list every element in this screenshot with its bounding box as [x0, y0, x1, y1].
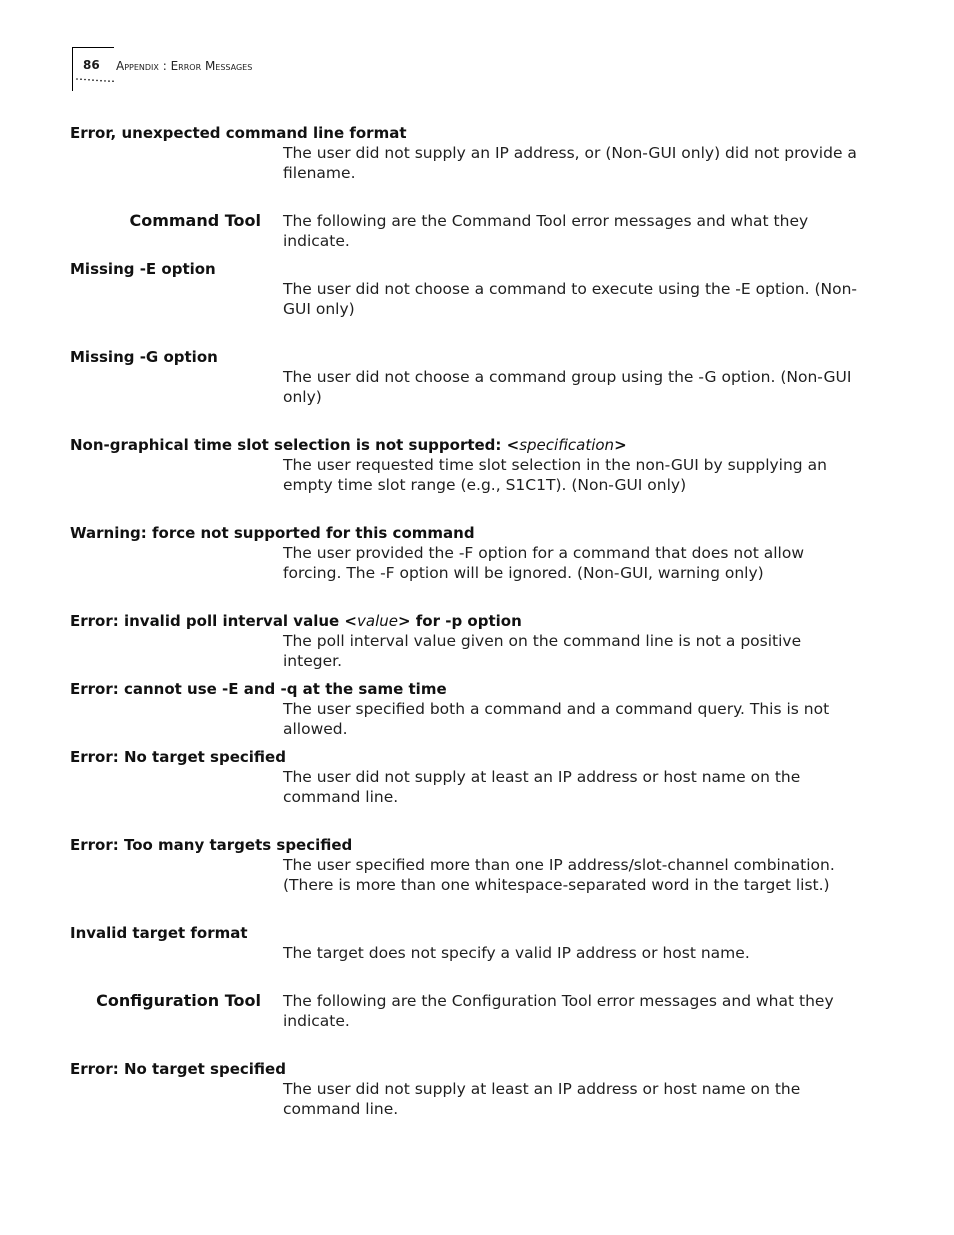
- error-description: The user specified both a command and a command query. This is not allowed.: [283, 700, 830, 738]
- error-description: The user specified more than one IP address/slot-channel combination. (There is more than one whitespace-separated word in the target list.): [283, 856, 835, 894]
- error-description: The target does not specify a valid IP address or host name.: [283, 944, 750, 962]
- error-description: The user did not supply an IP address, or (Non-GUI only) did not provide a filename.: [283, 144, 857, 182]
- error-title: Error, unexpected command line format: [70, 124, 407, 142]
- section-heading: Command Tool: [129, 211, 261, 230]
- error-description: The user did not choose a command group using the -G option. (Non-GUI only): [283, 368, 852, 406]
- error-title: Warning: force not supported for this command: [70, 524, 475, 542]
- error-description: The user did not choose a command to execute using the -E option. (Non-GUI only): [283, 280, 858, 318]
- error-description: The user did not supply at least an IP address or host name on the command line.: [283, 1080, 801, 1118]
- error-description: The poll interval value given on the command line is not a positive integer.: [283, 632, 802, 670]
- section-heading: Configuration Tool: [96, 991, 261, 1010]
- error-title-prefix: Error: invalid poll interval value <: [70, 612, 357, 630]
- error-description: The user did not supply at least an IP address or host name on the command line.: [283, 768, 801, 806]
- error-title: Invalid target format: [70, 924, 248, 942]
- error-title-suffix: > for -p option: [397, 612, 522, 630]
- error-title: [70, 611, 522, 631]
- error-title: [70, 435, 627, 455]
- error-title-prefix: Non-graphical time slot selection is not supported: <: [70, 436, 520, 454]
- error-title-variable: specification: [519, 436, 615, 454]
- error-title-suffix: >: [614, 436, 627, 454]
- section-description: The following are the Configuration Tool error messages and what they indicate.: [283, 992, 834, 1030]
- error-title: Error: No target specified: [70, 748, 286, 766]
- error-title: Error: Too many targets specified: [70, 836, 353, 854]
- error-title-variable: value: [357, 612, 398, 630]
- page-number: 86: [83, 58, 100, 72]
- error-title: Error: cannot use -E and -q at the same time: [70, 680, 447, 698]
- header-vertical-rule: [72, 47, 73, 91]
- running-title: Appendix : Error Messages: [116, 59, 253, 73]
- page-header: [72, 47, 292, 91]
- header-horizontal-rule: [72, 47, 114, 48]
- section-description: The following are the Command Tool error messages and what they indicate.: [283, 212, 809, 250]
- error-description: The user requested time slot selection in the non-GUI by supplying an empty time slot range (e.g., S1C1T). (Non-GUI only): [283, 456, 827, 494]
- error-title: Error: No target specified: [70, 1060, 286, 1078]
- error-title: Missing -E option: [70, 260, 216, 278]
- header-dotted-rule: [76, 78, 116, 82]
- error-description: The user provided the -F option for a command that does not allow forcing. The -F option will be ignored. (Non-GUI, warning only): [283, 544, 805, 582]
- error-title: Missing -G option: [70, 348, 218, 366]
